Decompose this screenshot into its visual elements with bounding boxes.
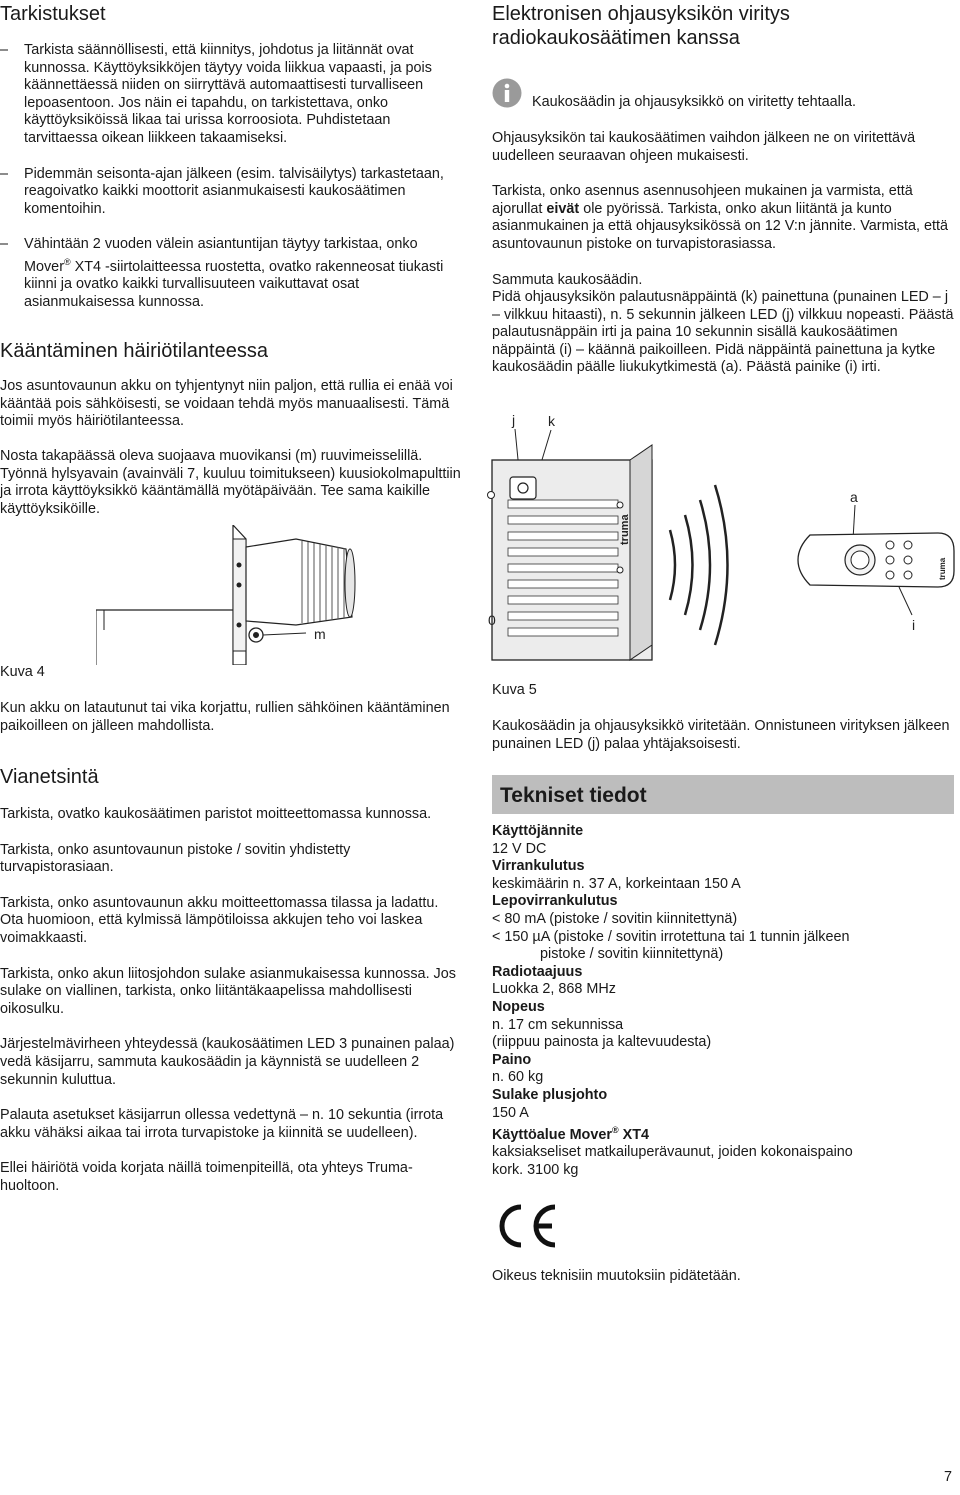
spec-item — [492, 1122, 954, 1180]
section-title-viritys: Elektronisen ohjausyksikön viritys radiokaukosäätimen kanssa — [492, 3, 790, 49]
viritys-paragraph: Pidä ohjausyksikön palautusnäppäintä (k) painettuna (punainen LED – j – vilkkuu hitaasti), n. 5 sekunnin jälkeen LED (j) vilkkuu nopeasti. Päästä palautusnäppäin irti ja paina 10 sekunnin sisällä kaukosäätimen näppäintä (i) – käännä paikoilleen. Pidä näppäintä painettuna ja kytke kaukosäädin päälle liukukytkimestä (a). Päästä painike (i) irti. — [492, 289, 954, 376]
figure-letter-k: k — [548, 413, 555, 429]
spec-label: Virrankulutus — [492, 858, 585, 875]
spec-value: n. 17 cm sekunnissa — [492, 1016, 624, 1033]
info-icon — [492, 78, 522, 108]
spec-item — [492, 964, 954, 999]
motor-end-cap — [345, 549, 355, 617]
remote-dial-center — [851, 551, 869, 569]
spec-item — [492, 1087, 954, 1122]
kaantaminen-after: Kun akku on latautunut tai vika korjattu, rullien sähköinen kääntäminen paikoilleen on jälleen mahdollista. — [0, 700, 450, 734]
spec-value: < 150 µA (pistoke / sovitin irrotettuna tai 1 tunnin jälkeen — [492, 928, 850, 945]
troubleshooting-paragraph: Tarkista, onko akun liitosjohdon sulake asianmukaisessa kunnossa. Jos sulake on viallinen, tarkista, onko liitäntäkaapelissa mahdollisesti oikosulku. — [0, 965, 456, 1017]
dash-marker: – — [0, 165, 9, 182]
spec-label: Lepovirrankulutus — [492, 893, 618, 910]
info-note: Kaukosäädin ja ohjausyksikkö on viritetty tehtaalla. — [532, 94, 856, 110]
troubleshooting-paragraph: Ellei häiriötä voida korjata näillä toimenpiteillä, ota yhteys Truma-huoltoon. — [0, 1160, 413, 1194]
kaantaminen-intro: Jos asuntovaunun akku on tyhjentynyt niin paljon, että rullia ei enää voi kääntää pois sähköisesti, se voidaan tehdä myös manuaalisesti. Tämä toimii myös häiriötilanteessa. — [0, 378, 453, 430]
housing-edge — [233, 539, 246, 651]
troubleshooting-list — [0, 806, 462, 1196]
spec-item — [492, 858, 954, 893]
screw-icon — [617, 502, 623, 508]
spec-label: Käyttöjännite — [492, 823, 584, 839]
callout-line — [263, 633, 306, 635]
spec-value: < 80 mA (pistoke / sovitin kiinnitettynä) — [492, 910, 738, 927]
ce-mark-icon — [492, 1203, 560, 1249]
figure-letter-m: m — [314, 626, 326, 642]
spec-value: 150 A — [492, 1104, 529, 1121]
led-indicator-icon — [488, 492, 495, 499]
brand-logo-truma-remote: truma — [938, 557, 947, 580]
spec-label: Nopeus — [492, 998, 545, 1015]
spec-label: Käyttöalue Mover® XT4 — [492, 1125, 649, 1143]
viritys-paragraph: Ohjausyksikön tai kaukosäätimen vaihdon jälkeen ne on viritettävä uudelleen seuraavan ohjeen mukaisesti. — [492, 130, 916, 164]
radio-waves-icon — [670, 485, 728, 645]
dash-marker: – — [0, 42, 9, 58]
brand-logo-truma: truma — [619, 514, 631, 545]
screw-icon — [237, 563, 242, 568]
kaantaminen-instructions: Nosta takapäässä oleva suojaava muovikansi (m) ruuvimeisselillä. Työnnä hylsyavain (avainväli 7, kuuluu toimitukseen) kuusiokolmapulttiin ja irrota käyttöyksikkö kääntämällä myötäpäivään. Tee sama kaikille käyttöyksiköille. — [0, 448, 461, 517]
callout-line — [899, 587, 912, 615]
spec-item — [492, 999, 954, 1052]
troubleshooting-paragraph: Järjestelmävirheen yhteydessä (kaukosäätimen LED 3 punainen palaa) vedä käsijarru, sammuta kaukosäädin ja käynnistä se uudelleen 2 sekunnin kuluttua. — [0, 1036, 455, 1088]
screw-icon — [237, 623, 242, 628]
spec-item — [492, 823, 954, 858]
figure-4-caption: Kuva 4 — [0, 664, 45, 680]
spec-item — [492, 1052, 954, 1087]
figure-letter-j: j — [512, 412, 516, 428]
tech-specs-header — [492, 775, 954, 814]
motor-body — [246, 539, 352, 625]
list-item-text: Pidemmän seisonta-ajan jälkeen (esim. talvisäilytys) tarkastetaan, reagoivatko kaikki moottorit asianmukaisesti kaukosäätimen komentoihin. — [24, 165, 444, 217]
disclaimer-note: Oikeus teknisiin muutoksiin pidätetään. — [492, 1268, 741, 1284]
troubleshooting-paragraph: Tarkista, onko asuntovaunun akku moitteettomassa tilassa ja ladattu. Ota huomioon, että kylmissä lämpötiloissa akkujen teho voi laskea voimakkaasti. — [0, 894, 439, 946]
led-j-icon — [518, 483, 528, 493]
control-unit-grille — [508, 500, 618, 636]
section-title-kaantaminen: Kääntäminen häiriötilanteessa — [0, 340, 268, 362]
list-item — [0, 236, 462, 311]
spec-value: (riippuu painosta ja kaltevuudesta) — [492, 1034, 712, 1051]
troubleshooting-paragraph: Tarkista, onko asuntovaunun pistoke / sovitin yhdistetty turvapistorasiaan. — [0, 841, 351, 876]
figure-letter-a: a — [850, 489, 858, 505]
remote-control-body — [798, 533, 954, 587]
spec-value: keskimäärin n. 37 A, korkeintaan 150 A — [492, 875, 741, 892]
dash-marker: – — [0, 236, 9, 253]
figure-5-control-unit-remote — [480, 405, 955, 670]
spec-value: kork. 3100 kg — [492, 1162, 579, 1179]
hex-bolt-icon — [253, 632, 259, 638]
spec-label: Paino — [492, 1051, 532, 1068]
list-item — [0, 42, 462, 148]
screw-icon — [617, 567, 623, 573]
figure-4-drive-unit — [96, 525, 396, 665]
figure-5-caption: Kuva 5 — [492, 682, 537, 698]
checks-list — [0, 42, 462, 312]
viritys-paragraph: Sammuta kaukosäädin. — [492, 272, 643, 288]
list-item-text: Vähintään 2 vuoden välein asiantuntijan täytyy tarkistaa, onko Mover® XT4 -siirtolaitteessa ruostetta, ovatko rakenneosat tiukasti kiinni ja ovatko kaikki turvallisuuteen vaikuttavat osat asianmukaisessa kunnossa. — [24, 236, 444, 310]
tech-specs-list — [492, 823, 954, 1180]
section-title-tekniset: Tekniset tiedot — [500, 784, 647, 807]
troubleshooting-paragraph: Tarkista, ovatko kaukosäätimen paristot moitteettomassa kunnossa. — [0, 806, 432, 822]
viritys-result: Kaukosäädin ja ohjausyksikkö viritetään. Onnistuneen virityksen jälkeen punainen LED (j) palaa yhtäjaksoisesti. — [492, 718, 950, 752]
spec-value: pistoke / sovitin kiinnitettynä) — [540, 946, 724, 963]
figure-letter-i: i — [912, 617, 916, 633]
list-item — [0, 166, 462, 219]
figure-letter-zero: 0 — [488, 612, 496, 628]
spec-label: Radiotaajuus — [492, 963, 583, 980]
section-title-tarkistukset: Tarkistukset — [0, 3, 106, 25]
troubleshooting-paragraph: Palauta asetukset käsijarrun ollessa vedettynä – n. 10 sekuntia (irrota akku vähäksi aikaa tai irrota turvapistoke ja kiinnitä se uudelleen). — [0, 1107, 444, 1141]
viritys-paragraph: Tarkista, onko asennus asennusohjeen mukainen ja varmista, että ajorullat eivät ole pyörissä. Tarkista, onko akun liitäntä ja kunto asianmukainen ja että ohjausyksikössä on 12 V:n jännite. Varmista, että asuntovaunun pistoke on turvapistorasiassa. — [492, 183, 948, 252]
spec-label: Sulake plusjohto — [492, 1086, 608, 1103]
spec-value: kaksiakseliset matkailuperävaunut, joiden kokonaispaino — [492, 1144, 853, 1161]
section-title-vianetsinta: Vianetsintä — [0, 766, 99, 788]
spec-item — [492, 893, 954, 963]
screw-icon — [237, 583, 242, 588]
spec-value: Luokka 2, 868 MHz — [492, 981, 616, 998]
spec-value: 12 V DC — [492, 840, 547, 857]
page-number: 7 — [944, 1469, 953, 1485]
list-item-text: Tarkista säännöllisesti, että kiinnitys, johdotus ja liitännät ovat kunnossa. Käyttöyksikköjen täytyy voida liikkua vapaasti, ja pois käännettäessä niiden on siirryttävä automaattisesti turvalliseen lepoasentoon. Jos näin ei tapahdu, on tarkistettava, onko käyttöyksiköissä likaa tai urissa korroosiota. Puhdistetaan tarvittaessa oikean liikkeen takaamiseksi. — [24, 42, 432, 146]
control-unit-side — [630, 445, 652, 660]
spec-value: n. 60 kg — [492, 1069, 544, 1086]
